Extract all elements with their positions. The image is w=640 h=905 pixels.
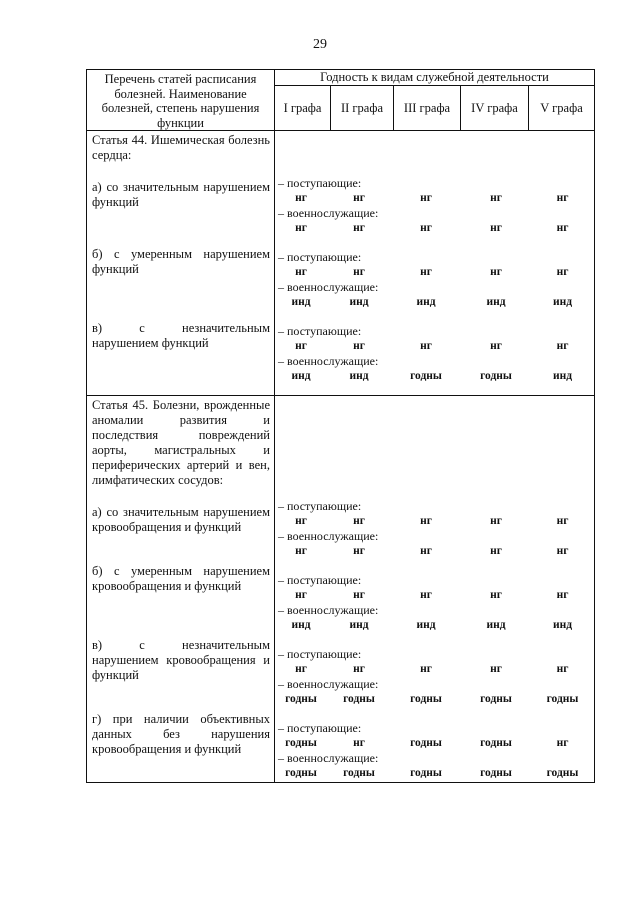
value-cell: нг [490,222,502,234]
value-cell: нг [353,222,365,234]
value-cell: нг [420,515,432,527]
value-cell: нг [490,340,502,352]
article-title: Статья 45. Болезни, врожденные аномалии развития и последствия повреждений аорты, магистральных и периферических артерий и вен, лимфатических сосудов: [92,398,270,487]
value-cell: нг [295,545,307,557]
value-cell: годны [410,693,442,705]
values-row [275,369,594,384]
header-column-1: I графа [275,86,331,131]
value-cell: годны [546,767,579,779]
category-applicants: – поступающие: [278,176,362,190]
category-servicemen: – военнослужащие: [278,751,379,765]
value-cell: годны [480,370,512,382]
category-servicemen: – военнослужащие: [278,529,379,543]
value-cell: годны [480,767,512,779]
value-cell: инд [349,296,369,308]
item-text: а) со значительным нарушением кровообращения и функций [92,505,270,534]
value-cell: нг [295,222,307,234]
value-cell: годны [410,370,442,382]
value-cell: нг [556,589,569,601]
values-row [275,588,594,603]
values-row [275,736,594,751]
value-cell: нг [295,515,307,527]
value-cell: инд [349,619,369,631]
value-cell: нг [353,589,365,601]
value-cell: нг [353,737,365,749]
value-cell: нг [556,340,569,352]
value-cell: инд [416,296,436,308]
value-cell: инд [486,619,506,631]
values-row [275,265,594,280]
value-cell: годны [285,767,317,779]
value-cell: нг [490,663,502,675]
value-cell: нг [353,663,365,675]
item-text: б) с умеренным нарушением функций [92,247,270,276]
category-applicants: – поступающие: [278,499,362,513]
value-cell: нг [353,545,365,557]
value-cell: нг [556,663,569,675]
value-cell: нг [490,515,502,527]
value-cell: нг [295,589,307,601]
category-applicants: – поступающие: [278,250,362,264]
value-cell: годны [285,693,317,705]
item-text: в) с незначительным нарушением кровообращения и функций [92,638,270,682]
header-group-title: Годность к видам служебной деятельности [275,70,595,86]
values-row [275,221,594,236]
value-cell: нг [556,192,569,204]
value-cell: нг [556,222,569,234]
value-cell: годны [480,693,512,705]
value-cell: годны [285,737,317,749]
category-applicants: – поступающие: [278,324,362,338]
fitness-table [86,69,595,783]
value-cell: нг [295,266,307,278]
category-applicants: – поступающие: [278,647,362,661]
value-cell: нг [556,737,569,749]
value-cell: годны [546,693,579,705]
category-servicemen: – военнослужащие: [278,603,379,617]
value-cell: годны [343,767,375,779]
value-cell: нг [490,266,502,278]
article-44-cell [87,131,275,396]
category-servicemen: – военнослужащие: [278,206,379,220]
value-cell: нг [420,663,432,675]
category-servicemen: – военнослужащие: [278,280,379,294]
value-cell: нг [353,266,365,278]
category-servicemen: – военнослужащие: [278,677,379,691]
article-44-values [275,131,595,396]
value-cell: нг [420,266,432,278]
value-cell: нг [556,545,569,557]
header-column-3: III графа [394,86,461,131]
values-row [275,692,594,707]
value-cell: инд [486,296,506,308]
value-cell: нг [420,340,432,352]
value-cell: нг [556,266,569,278]
value-cell: годны [480,737,512,749]
header-column-4: IV графа [461,86,529,131]
category-servicemen: – военнослужащие: [278,354,379,368]
value-cell: нг [295,340,307,352]
value-cell: инд [552,619,573,631]
values-row [275,514,594,529]
value-cell: нг [420,222,432,234]
item-text: б) с умеренным нарушением кровообращения и функций [92,564,270,593]
value-cell: инд [291,619,311,631]
header-list-title: Перечень статей расписания болезней. Наименование болезней, степень нарушения функции [87,70,275,131]
values-row [275,191,594,206]
values-row [275,295,594,310]
item-text: в) с незначительным нарушением функций [92,321,270,350]
value-cell: инд [552,370,573,382]
value-cell: нг [353,192,365,204]
value-cell: нг [490,192,502,204]
article-title: Статья 44. Ишемическая болезнь сердца: [92,133,270,162]
value-cell: нг [490,589,502,601]
value-cell: годны [410,737,442,749]
values-row [275,618,594,633]
value-cell: нг [353,515,365,527]
value-cell: годны [343,693,375,705]
category-applicants: – поступающие: [278,721,362,735]
value-cell: инд [349,370,369,382]
item-text: г) при наличии объективных данных без нарушения кровообращения и функций [92,712,270,756]
values-row [275,766,594,781]
header-column-2: II графа [331,86,394,131]
value-cell: нг [295,192,307,204]
value-cell: нг [556,515,569,527]
values-row [275,662,594,677]
value-cell: нг [420,545,432,557]
article-45-values [275,396,595,783]
value-cell: инд [291,296,311,308]
item-text: а) со значительным нарушением функций [92,180,270,209]
article-45-cell [87,396,275,783]
value-cell: нг [353,340,365,352]
value-cell: инд [291,370,311,382]
value-cell: нг [490,545,502,557]
value-cell: инд [552,296,573,308]
value-cell: годны [410,767,442,779]
values-row [275,339,594,354]
page-number: 29 [313,37,327,52]
header-column-5: V графа [529,86,595,131]
value-cell: инд [416,619,436,631]
value-cell: нг [420,589,432,601]
value-cell: нг [295,663,307,675]
values-row [275,544,594,559]
category-applicants: – поступающие: [278,573,362,587]
value-cell: нг [420,192,432,204]
